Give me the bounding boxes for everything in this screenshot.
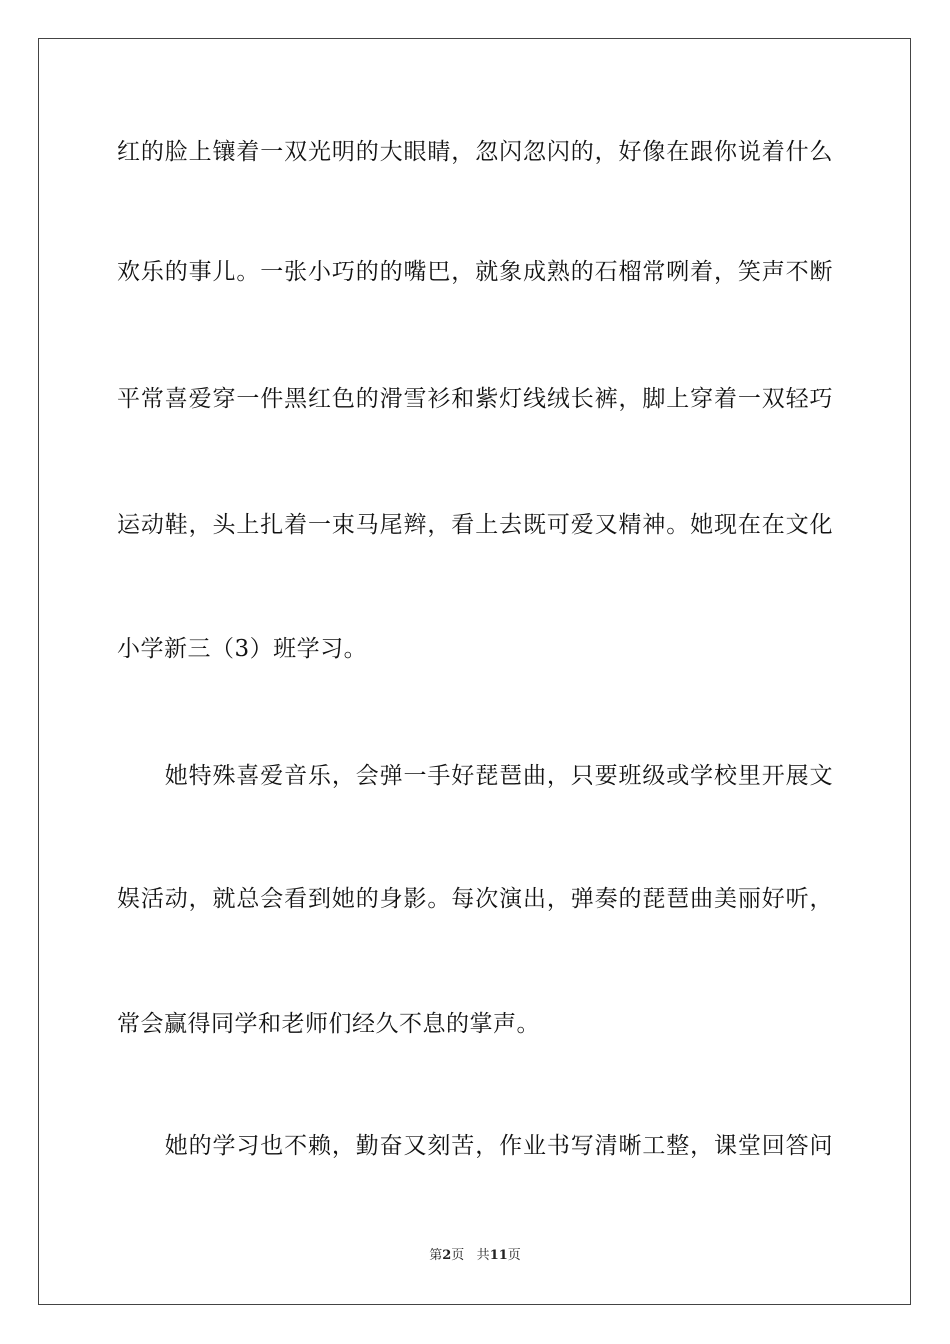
text-line-2: 欢乐的事儿。一张小巧的的嘴巴，就象成熟的石榴常咧着，笑声不断 (117, 259, 833, 285)
footer-page-prefix: 第 (429, 1248, 443, 1263)
footer-total-prefix: 共 (476, 1248, 490, 1263)
footer-total-suffix: 页 (507, 1248, 521, 1263)
text-line-8: 常会赢得同学和老师们经久不息的掌声。 (117, 1011, 540, 1037)
text-line-6: 她特殊喜爱音乐，会弹一手好琵琶曲，只要班级或学校里开展文 (117, 763, 833, 789)
text-line-9: 她的学习也不赖，勤奋又刻苦，作业书写清晰工整，课堂回答问 (117, 1133, 833, 1159)
text-line-4: 运动鞋，头上扎着一束马尾辫，看上去既可爱又精神。她现在在文化 (117, 512, 833, 538)
text-line-7: 娱活动，就总会看到她的身影。每次演出，弹奏的琵琶曲美丽好听， (117, 886, 833, 912)
text-line-3: 平常喜爱穿一件黑红色的滑雪衫和紫灯线绒长裤，脚上穿着一双轻巧 (117, 386, 833, 412)
footer-page-number: 2 (442, 1248, 452, 1263)
page-border (38, 38, 911, 1305)
footer-total-pages: 11 (489, 1248, 508, 1263)
footer-page-suffix: 页 (451, 1248, 465, 1263)
text-line-5: 小学新三（3）班学习。 (117, 636, 368, 662)
text-line-1: 红的脸上镶着一双光明的大眼睛，忽闪忽闪的，好像在跟你说着什么 (117, 139, 833, 165)
page-footer (0, 1247, 950, 1265)
